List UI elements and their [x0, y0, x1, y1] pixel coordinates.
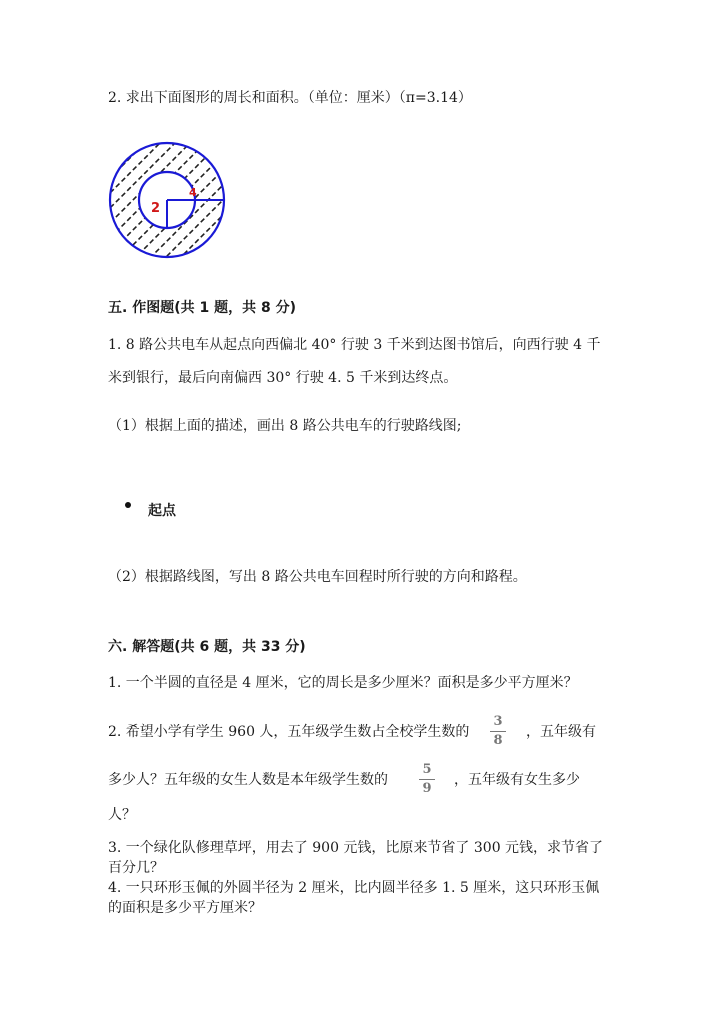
start-point-dot	[125, 502, 131, 508]
annulus-figure	[105, 138, 229, 262]
subquestion-text: （2）根据路线图，写出 8 路公共电车回程时所行驶的方向和路程。	[108, 569, 527, 585]
subquestion-text: （1）根据上面的描述，画出 8 路公共电车的行驶路线图;	[108, 418, 462, 434]
question-text: ，五年级有	[526, 724, 596, 740]
question-text: 1. 一个半圆的直径是 4 厘米，它的周长是多少厘米？面积是多少平方厘米？	[108, 675, 578, 691]
question-text: 多少人？五年级的女生人数是本年级学生数的	[108, 772, 388, 788]
question-text: 2. 希望小学有学生 960 人，五年级学生数占全校学生数的	[108, 724, 470, 740]
fraction-five-ninths: 5 9	[417, 762, 437, 797]
section-heading: 六. 解答题(共 6 题，共 33 分)	[108, 639, 306, 655]
fraction-three-eighths: 3 8	[488, 714, 508, 749]
question-text: 米到银行，最后向南偏西 30° 行驶 4. 5 千米到达终点。	[108, 370, 458, 386]
question-text: 2. 求出下面图形的周长和面积。（单位：厘米）（π=3.14）	[108, 90, 472, 106]
question-text: 3. 一个绿化队修理草坪，用去了 900 元钱，比原来节省了 300 元钱，求节省了	[108, 840, 604, 856]
question-text: 1. 8 路公共电车从起点向西偏北 40° 行驶 3 千米到达图书馆后，向西行驶 4 千	[108, 337, 601, 353]
start-point-label: 起点	[148, 503, 176, 519]
outer-radius-label: 4	[189, 186, 197, 199]
question-text: ，五年级有女生多少	[454, 772, 580, 788]
question-text: 百分几？	[108, 860, 164, 876]
question-text: 的面积是多少平方厘米？	[108, 900, 262, 916]
section-heading: 五. 作图题(共 1 题，共 8 分)	[108, 300, 296, 316]
question-text: 人？	[108, 807, 136, 823]
question-text: 4. 一只环形玉佩的外圆半径为 2 厘米，比内圆半径多 1. 5 厘米，这只环形玉佩	[108, 880, 600, 896]
inner-radius-label: 2	[151, 201, 161, 216]
